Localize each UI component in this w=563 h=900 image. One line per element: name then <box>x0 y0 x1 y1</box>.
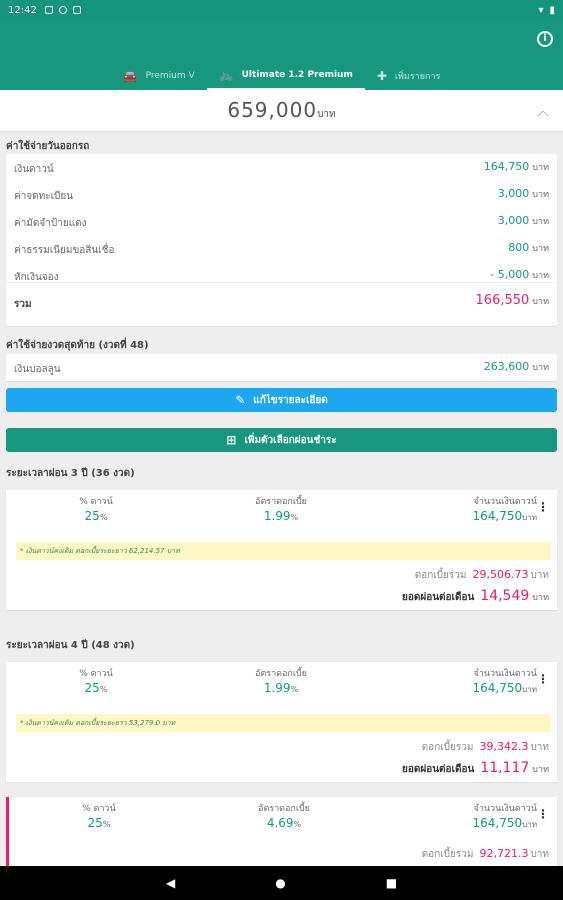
down-amount-label: จำนวนเงินดาวน์ <box>473 497 537 507</box>
notification-icon <box>45 6 53 14</box>
interest-rate <box>236 494 326 523</box>
plus-icon: ✚ <box>376 69 387 83</box>
total-unit: บาท <box>532 297 549 307</box>
home-icon[interactable]: ● <box>275 876 286 890</box>
interest-rate-label: อัตราดอกเบี้ย <box>255 497 307 507</box>
row-label: เงินดาวน์ <box>14 164 54 175</box>
total-interest-unit: บาท <box>530 849 549 860</box>
row-amount: 164,750 <box>483 160 530 173</box>
total-interest-value: 92,721.3 <box>479 847 529 860</box>
system-nav-bar <box>0 866 563 900</box>
down-percent-unit: % <box>99 513 108 522</box>
down-percent-value: 25 <box>87 816 103 830</box>
row-amount: - 5,000 <box>490 268 530 281</box>
down-percent-unit: % <box>102 820 111 829</box>
upfront-row <box>6 181 557 208</box>
down-percent <box>66 494 126 523</box>
car-icon: 🚘 <box>122 69 138 83</box>
down-amount-unit: บาท <box>522 685 537 694</box>
pencil-icon: ✎ <box>235 393 246 407</box>
row-label: ค่าจดทะเบียน <box>14 191 74 202</box>
info-icon[interactable]: i <box>537 31 553 47</box>
interest-rate-label: อัตราดอกเบี้ย <box>258 804 310 814</box>
down-amount-label: จำนวนเงินดาวน์ <box>473 804 537 814</box>
monthly-payment-label: ยอดผ่อนต่อเดือน <box>401 764 475 775</box>
monthly-payment-value: 14,549 <box>480 588 530 604</box>
upfront-row <box>6 154 557 181</box>
total-interest-value: 29,506.73 <box>472 568 529 581</box>
down-percent <box>69 801 129 830</box>
row-label: ค่าธรรมเนียมขอสินเชื่อ <box>14 245 115 256</box>
down-percent-label: % ดาวน์ <box>79 669 113 679</box>
edit-details-label: แก้ไขรายละเอียด <box>253 394 328 406</box>
app-bar <box>0 20 563 90</box>
interest-rate-unit: % <box>293 820 302 829</box>
tab-label: เพิ่มรายการ <box>394 72 441 82</box>
total-interest-label: ดอกเบี้ยรวม <box>414 570 467 581</box>
more-vert-icon[interactable]: ⋮ <box>537 807 549 821</box>
down-amount-unit: บาท <box>522 513 537 522</box>
bicycle-icon: 🚲 <box>218 68 234 82</box>
row-label: เงินบอลลูน <box>14 364 61 375</box>
upfront-row <box>6 208 557 235</box>
row-value <box>498 187 549 201</box>
total-interest-label: ดอกเบี้ยรวม <box>421 742 474 753</box>
down-amount-value: 164,750 <box>472 509 523 523</box>
car-price-row[interactable] <box>0 90 563 132</box>
row-unit: บาท <box>532 163 549 173</box>
down-percent-unit: % <box>99 685 108 694</box>
tab-label: Ultimate 1.2 Premium <box>241 70 353 80</box>
down-amount <box>473 494 537 524</box>
upfront-total-row <box>6 282 557 318</box>
plan-card-selected[interactable] <box>6 797 557 867</box>
interest-rate <box>239 801 329 830</box>
car-price-value: 659,000 <box>227 98 318 122</box>
total-interest-label: ดอกเบี้ยรวม <box>421 849 474 860</box>
down-percent-label: % ดาวน์ <box>82 804 116 814</box>
down-amount-label: จำนวนเงินดาวน์ <box>473 669 537 679</box>
more-vert-icon[interactable]: ⋮ <box>537 672 549 686</box>
down-percent-value: 25 <box>84 681 100 695</box>
last-installment-title: ค่าใช้จ่ายงวดสุดท้าย (งวดที่ 48) <box>6 340 149 351</box>
interest-rate-value: 1.99 <box>263 509 291 523</box>
plan-card[interactable] <box>6 662 557 782</box>
tab-premium-v[interactable] <box>111 64 207 88</box>
down-percent <box>66 666 126 695</box>
add-box-icon: ⊞ <box>226 433 237 447</box>
row-amount: 800 <box>508 241 530 254</box>
monthly-payment-unit: บาท <box>532 593 549 603</box>
car-price-unit: บาท <box>317 109 336 120</box>
down-amount <box>473 801 537 831</box>
row-unit: บาท <box>532 363 549 373</box>
down-percent-label: % ดาวน์ <box>79 497 113 507</box>
row-value <box>490 268 549 282</box>
plan-title: ระยะเวลาผ่อน 3 ปี (36 งวด) <box>6 468 135 479</box>
plan-note: * เงินดาวน์คงเดิม ดอกเบี้ยระยะยาว 62,214.57 บาท <box>16 542 551 560</box>
add-payment-option-button[interactable] <box>6 428 557 452</box>
row-value <box>498 214 549 228</box>
car-tabs <box>0 64 563 90</box>
down-amount-unit: บาท <box>522 820 537 829</box>
total-amount: 166,550 <box>475 293 530 308</box>
monthly-payment-unit: บาท <box>532 765 549 775</box>
tab-add-item[interactable] <box>365 64 453 88</box>
total-label: รวม <box>14 299 32 310</box>
upfront-card <box>6 154 557 326</box>
monthly-payment-value: 11,117 <box>480 760 530 776</box>
row-value <box>484 160 549 174</box>
plan-note: * เงินดาวน์คงเดิม ดอกเบี้ยระยะยาว 53,279.0 บาท <box>16 714 551 732</box>
row-unit: บาท <box>532 217 549 227</box>
row-unit: บาท <box>532 190 549 200</box>
edit-details-button[interactable] <box>6 388 557 412</box>
total-interest-value: 39,342.3 <box>479 740 529 753</box>
total-interest <box>422 740 549 755</box>
row-amount: 3,000 <box>497 214 530 227</box>
wifi-icon: ▾ <box>538 4 544 16</box>
total-value <box>476 293 549 308</box>
car-price <box>0 98 563 122</box>
row-value <box>484 360 549 374</box>
total-interest-unit: บาท <box>530 570 549 581</box>
back-icon[interactable]: ◀ <box>165 876 176 890</box>
row-value <box>508 241 549 255</box>
row-label: หักเงินจอง <box>14 272 59 283</box>
interest-rate-unit: % <box>290 513 299 522</box>
monthly-payment <box>402 760 549 777</box>
tab-label: Premium V <box>145 71 195 81</box>
storage-icon <box>73 6 81 14</box>
row-label: ค่ามัดจำป้ายแดง <box>14 218 87 229</box>
chevron-up-icon[interactable]: ︿ <box>536 104 549 118</box>
monthly-payment-label: ยอดผ่อนต่อเดือน <box>401 592 475 603</box>
recents-icon[interactable]: ■ <box>385 876 398 890</box>
last-installment-card <box>6 354 557 381</box>
total-interest <box>415 568 549 583</box>
row-unit: บาท <box>532 271 549 281</box>
down-amount <box>473 666 537 696</box>
row-amount: 263,600 <box>483 360 530 373</box>
upfront-title: ค่าใช้จ่ายวันออกรถ <box>6 141 90 152</box>
row-amount: 3,000 <box>497 187 530 200</box>
interest-rate-value: 4.69 <box>266 816 294 830</box>
more-vert-icon[interactable]: ⋮ <box>537 500 549 514</box>
interest-rate-value: 1.99 <box>263 681 291 695</box>
interest-rate-label: อัตราดอกเบี้ย <box>255 669 307 679</box>
plan-card[interactable] <box>6 490 557 610</box>
down-percent-value: 25 <box>84 509 100 523</box>
total-interest-unit: บาท <box>530 742 549 753</box>
status-bar <box>0 0 563 20</box>
down-amount-value: 164,750 <box>472 816 523 830</box>
down-amount-value: 164,750 <box>472 681 523 695</box>
battery-icon: ▮ <box>549 4 555 16</box>
row-unit: บาท <box>532 244 549 254</box>
monthly-payment <box>402 588 549 605</box>
tab-ultimate-premium[interactable] <box>207 64 365 90</box>
upfront-row <box>6 235 557 262</box>
plan-title: ระยะเวลาผ่อน 4 ปี (48 งวด) <box>6 640 135 651</box>
interest-rate <box>236 666 326 695</box>
status-time: 12:42 <box>8 4 37 16</box>
interest-rate-unit: % <box>290 685 299 694</box>
sync-icon <box>59 6 67 14</box>
balloon-row <box>6 354 557 381</box>
add-payment-option-label: เพิ่มตัวเลือกผ่อนชำระ <box>244 434 337 446</box>
total-interest <box>422 847 549 862</box>
